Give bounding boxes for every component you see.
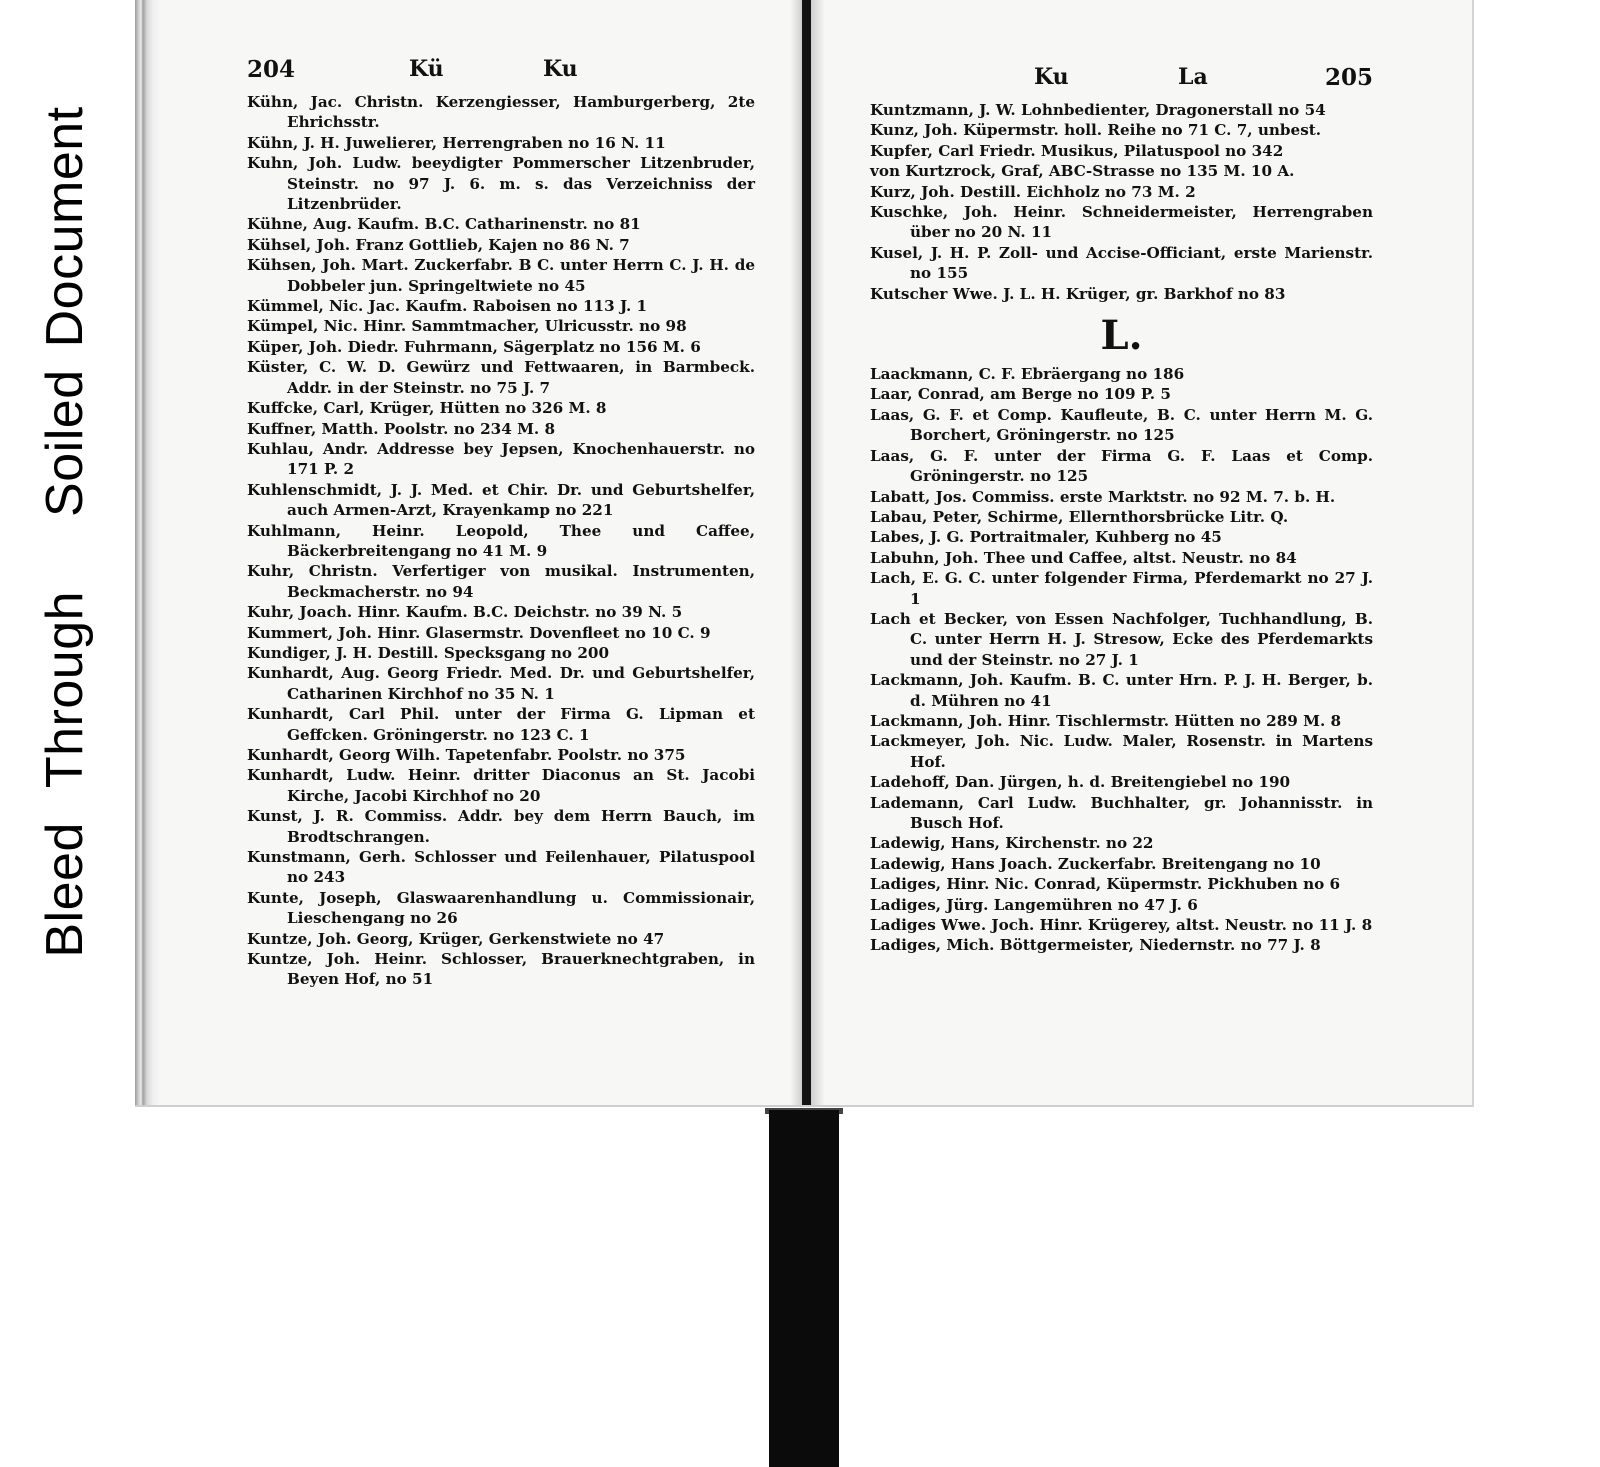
directory-entry: Kuhr, Christn. Verfertiger von musikal. Instrumenten, Beckmacherstr. no 94 bbox=[247, 562, 755, 601]
directory-entry: Kunst, J. R. Commiss. Addr. bey dem Herrn Bauch, im Brodtschrangen. bbox=[247, 807, 755, 846]
directory-entry: Kümpel, Nic. Hinr. Sammtmacher, Ulricusstr. no 98 bbox=[247, 317, 687, 336]
directory-entry: von Kurtzrock, Graf, ABC-Strasse no 135 M. 10 A. bbox=[870, 162, 1295, 181]
directory-entry: Ladiges, Jürg. Langemühren no 47 J. 6 bbox=[870, 895, 1198, 914]
left-page bbox=[247, 56, 755, 990]
directory-entry: Lach et Becker, von Essen Nachfolger, Tuchhandlung, B. C. unter Herrn H. J. Stresow, Ecke des Pferdemarkts und der Steinstr. no 27 J. 1 bbox=[870, 609, 1373, 669]
directory-entry: Kunte, Joseph, Glaswaarenhandlung u. Commissionair, Lieschengang no 26 bbox=[247, 888, 755, 928]
guide-word-first: Ku bbox=[1034, 64, 1069, 90]
directory-entry: Kuschke, Joh. Heinr. Schneidermeister, Herrengraben über no 20 N. 11 bbox=[870, 203, 1373, 242]
directory-entry: Kuhlenschmidt, J. J. Med. et Chir. Dr. und Geburtshelfer, auch Armen-Arzt, Krayenkamp no 221 bbox=[247, 480, 755, 520]
directory-entry: Lach, E. G. C. unter folgender Firma, Pferdemarkt no 27 J. 1 bbox=[870, 569, 1373, 608]
book-gutter bbox=[802, 0, 811, 1105]
right-entries-l-list bbox=[870, 364, 1373, 956]
directory-entry: Kümmel, Nic. Jac. Kaufm. Raboisen no 113 J. 1 bbox=[247, 297, 648, 316]
directory-entry: Küster, C. W. D. Gewürz und Fettwaaren, in Barmbeck. Addr. in der Steinstr. no 75 J. 7 bbox=[247, 358, 755, 397]
overlay-word-through: Through bbox=[36, 590, 94, 789]
directory-entry: Laackmann, C. F. Ebräergang no 186 bbox=[870, 365, 1185, 384]
directory-entry: Laas, G. F. unter der Firma G. F. Laas et Comp. Gröningerstr. no 125 bbox=[870, 446, 1373, 486]
directory-entry: Kuffner, Matth. Poolstr. no 234 M. 8 bbox=[247, 419, 556, 438]
directory-entry: Kühsel, Joh. Franz Gottlieb, Kajen no 86 N. 7 bbox=[247, 235, 630, 254]
directory-entry: Labuhn, Joh. Thee und Caffee, altst. Neustr. no 84 bbox=[870, 548, 1297, 567]
directory-entry: Kunhardt, Carl Phil. unter der Firma G. Lipman et Geffcken. Gröningerstr. no 123 C. 1 bbox=[247, 705, 755, 744]
directory-entry: Laas, G. F. et Comp. Kaufleute, B. C. unter Herrn M. G. Borchert, Gröningerstr. no 125 bbox=[870, 405, 1373, 445]
directory-entry: Ladiges, Hinr. Nic. Conrad, Küpermstr. Pickhuben no 6 bbox=[870, 875, 1341, 894]
directory-entry: Kuntze, Joh. Georg, Krüger, Gerkenstwiete no 47 bbox=[247, 929, 665, 948]
directory-entry: Kummert, Joh. Hinr. Glasermstr. Dovenfleet no 10 C. 9 bbox=[247, 623, 711, 642]
directory-entry: Ladewig, Hans, Kirchenstr. no 22 bbox=[870, 834, 1154, 853]
overlay-text bbox=[35, 106, 95, 957]
book-page-edges bbox=[135, 0, 161, 1105]
right-page-header bbox=[870, 64, 1373, 94]
directory-entry: Kunhardt, Aug. Georg Friedr. Med. Dr. und Geburtshelfer, Catharinen Kirchhof no 35 N. 1 bbox=[247, 664, 755, 703]
directory-entry: Kuhlmann, Heinr. Leopold, Thee und Caffee, Bäckerbreitengang no 41 M. 9 bbox=[247, 521, 755, 560]
directory-entry: Kühn, Jac. Christn. Kerzengiesser, Hamburgerberg, 2te Ehrichsstr. bbox=[247, 93, 755, 132]
directory-entry: Kupfer, Carl Friedr. Musikus, Pilatuspool no 342 bbox=[870, 141, 1284, 160]
directory-entry: Lackmeyer, Joh. Nic. Ludw. Maler, Rosenstr. in Martens Hof. bbox=[870, 732, 1373, 771]
directory-entry: Kühne, Aug. Kaufm. B.C. Catharinenstr. no 81 bbox=[247, 215, 641, 234]
directory-entry: Kusel, J. H. P. Zoll- und Accise-Officiant, erste Marienstr. no 155 bbox=[870, 243, 1373, 283]
directory-entry: Kühn, J. H. Juwelierer, Herrengraben no 16 N. 11 bbox=[247, 133, 666, 152]
directory-entry: Kunz, Joh. Küpermstr. holl. Reihe no 71 C. 7, unbest. bbox=[870, 121, 1322, 140]
directory-entry: Kurz, Joh. Destill. Eichholz no 73 M. 2 bbox=[870, 182, 1196, 201]
directory-entry: Kunstmann, Gerh. Schlosser und Feilenhauer, Pilatuspool no 243 bbox=[247, 848, 755, 887]
directory-entry: Labatt, Jos. Commiss. erste Marktstr. no 92 M. 7. b. H. bbox=[870, 487, 1336, 506]
guide-word-last: La bbox=[1178, 64, 1208, 90]
directory-entry: Ladiges, Mich. Böttgermeister, Niedernstr. no 77 J. 8 bbox=[870, 936, 1321, 955]
directory-entry: Lackmann, Joh. Hinr. Tischlermstr. Hütten no 289 M. 8 bbox=[870, 711, 1342, 730]
directory-entry: Labes, J. G. Portraitmaler, Kuhberg no 45 bbox=[870, 528, 1222, 547]
section-letter: L. bbox=[1100, 312, 1143, 360]
overlay-word-bleed: Bleed bbox=[36, 822, 94, 958]
directory-entry: Ladewig, Hans Joach. Zuckerfabr. Breitengang no 10 bbox=[870, 854, 1321, 873]
directory-entry: Kuhr, Joach. Hinr. Kaufm. B.C. Deichstr. no 39 N. 5 bbox=[247, 603, 683, 622]
directory-entry: Kühsen, Joh. Mart. Zuckerfabr. B C. unter Herrn C. J. H. de Dobbeler jun. Springeltwiete no 45 bbox=[247, 256, 755, 295]
left-page-header bbox=[247, 56, 755, 86]
guide-word-first: Kü bbox=[409, 56, 444, 82]
directory-entry: Lademann, Carl Ludw. Buchhalter, gr. Johannisstr. in Busch Hof. bbox=[870, 793, 1373, 832]
right-page bbox=[870, 64, 1373, 956]
directory-entry: Kunhardt, Georg Wilh. Tapetenfabr. Poolstr. no 375 bbox=[247, 746, 686, 764]
directory-entry: Labau, Peter, Schirme, Ellernthorsbrücke Litr. Q. bbox=[870, 507, 1289, 526]
right-entries-ku-list bbox=[870, 100, 1373, 304]
overlay-word-document: Document bbox=[36, 106, 94, 348]
directory-entry: Kuntzmann, J. W. Lohnbedienter, Dragonerstall no 54 bbox=[870, 101, 1326, 119]
directory-entry: Kuhlau, Andr. Addresse bey Jepsen, Knochenhauerstr. no 171 P. 2 bbox=[247, 439, 755, 479]
overlay-label bbox=[0, 0, 130, 1060]
guide-word-last: Ku bbox=[543, 56, 578, 82]
directory-entry: Ladiges Wwe. Joch. Hinr. Krügerey, altst. Neustr. no 11 J. 8 bbox=[870, 916, 1373, 935]
directory-entry: Ladehoff, Dan. Jürgen, h. d. Breitengiebel no 190 bbox=[870, 773, 1291, 792]
directory-entry: Kuhn, Joh. Ludw. beeydigter Pommerscher Litzenbruder, Steinstr. no 97 J. 6. m. s. das Verzeichniss der Litzenbrüder. bbox=[247, 154, 755, 214]
page-number: 204 bbox=[247, 56, 296, 83]
bookmark-ribbon bbox=[769, 1110, 839, 1467]
directory-entry: Kunhardt, Ludw. Heinr. dritter Diaconus an St. Jacobi Kirche, Jacobi Kirchhof no 20 bbox=[247, 766, 755, 805]
directory-entry: Kundiger, J. H. Destill. Specksgang no 200 bbox=[247, 643, 610, 662]
directory-entry: Kuffcke, Carl, Krüger, Hütten no 326 M. 8 bbox=[247, 399, 607, 418]
left-entries-list bbox=[247, 92, 755, 990]
directory-entry: Kuntze, Joh. Heinr. Schlosser, Brauerknechtgraben, in Beyen Hof, no 51 bbox=[247, 950, 755, 989]
directory-entry: Küper, Joh. Diedr. Fuhrmann, Sägerplatz no 156 M. 6 bbox=[247, 337, 701, 356]
gutter-shadow-left bbox=[790, 0, 802, 1105]
gutter-shadow-right bbox=[811, 0, 825, 1105]
directory-entry: Laar, Conrad, am Berge no 109 P. 5 bbox=[870, 385, 1171, 404]
page-number: 205 bbox=[1324, 64, 1373, 91]
directory-entry: Kutscher Wwe. J. L. H. Krüger, gr. Barkhof no 83 bbox=[870, 284, 1286, 303]
overlay-word-soiled: Soiled bbox=[36, 369, 94, 517]
directory-entry: Lackmann, Joh. Kaufm. B. C. unter Hrn. P. J. H. Berger, b. d. Mühren no 41 bbox=[870, 671, 1373, 710]
